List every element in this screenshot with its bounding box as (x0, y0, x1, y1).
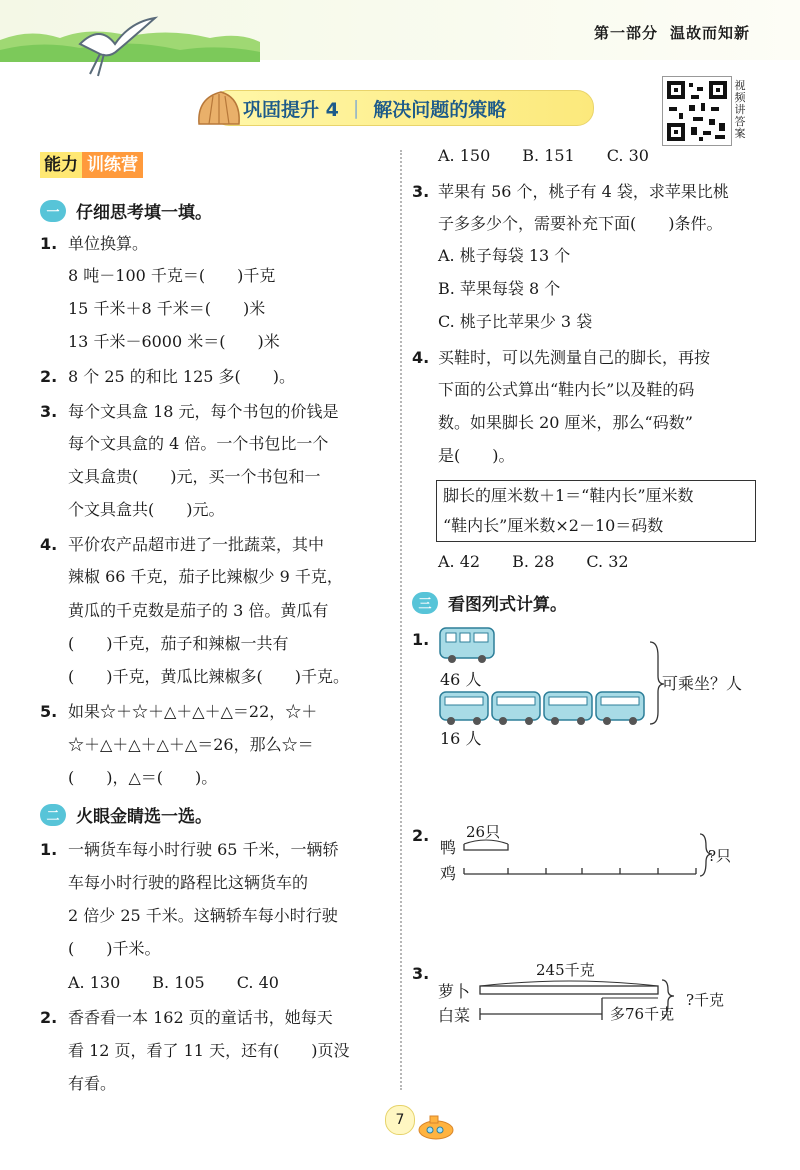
question-number: 5. (40, 702, 58, 721)
choice-line: C. 桃子比苹果少 3 袋 (438, 312, 593, 331)
text-line: 每个文具盒的 4 倍。一个书包比一个 (68, 434, 329, 453)
text-line: 车每小时行驶的路程比这辆货车的 (68, 873, 309, 892)
badge-part2: 训练营 (82, 152, 143, 178)
lesson-title (212, 90, 594, 126)
text-line: ( )千克，黄瓜比辣椒多( )千克。 (68, 667, 349, 686)
fig3-diff-label: 多76千克 (610, 1005, 675, 1023)
header-section: 温故而知新 (669, 24, 750, 42)
text-line: 买鞋时，可以先测量自己的脚长，再按 (438, 348, 711, 367)
fig1-bottom-label: 16 人 (440, 729, 482, 748)
section-heading-3 (412, 590, 567, 615)
seagull-icon (70, 14, 160, 78)
question-number: 2. (40, 367, 58, 386)
text-line: 单位换算。 (68, 234, 149, 253)
fig2-top-label: 26只 (466, 823, 501, 841)
text-line: 平价农产品超市进了一批蔬菜，其中 (68, 535, 325, 554)
text-line: 8 个 25 的和比 125 多( )。 (68, 367, 295, 386)
section-title: 仔细思考填一填。 (76, 203, 212, 223)
text-line: 是( )。 (438, 446, 515, 465)
question-number: 4. (412, 348, 430, 367)
text-line: 个文具盒共( )元。 (68, 500, 225, 519)
text-line: ( )，△＝( )。 (68, 768, 218, 787)
text-line: 每个文具盒 18 元，每个书包的价钱是 (68, 402, 339, 421)
question-number: 2. (40, 1008, 58, 1027)
question-number: 3. (412, 964, 430, 983)
fig2-brace-label: ?只 (708, 847, 732, 865)
page-number: 7 (385, 1105, 415, 1135)
question-number: 1. (40, 840, 58, 859)
text-line: 香香看一本 162 页的童话书，她每天 (68, 1008, 333, 1027)
text-line: 下面的公式算出“鞋内长”以及鞋的码 (438, 380, 695, 399)
title-separator: | (352, 97, 360, 119)
formula-line: 脚长的厘米数＋1＝“鞋内长”厘米数 (443, 486, 694, 505)
small-bus-icon (440, 692, 488, 725)
text-line: 辣椒 66 千克，茄子比辣椒少 9 千克， (68, 567, 343, 586)
formula-box (436, 480, 756, 542)
qr-code[interactable] (662, 76, 732, 146)
section-number: 二 (40, 804, 66, 826)
total-brace (480, 981, 658, 986)
ability-badge (40, 152, 143, 178)
question-number: 1. (40, 234, 58, 253)
section-number: 三 (412, 592, 438, 614)
badge-part1: 能力 (40, 152, 82, 178)
choice-line: A. 150 B. 151 C. 30 (438, 146, 649, 165)
text-line: 看 12 页，看了 11 天，还有( )页没 (68, 1041, 350, 1060)
text-line: 数。如果脚长 20 厘米，那么“码数” (438, 413, 693, 432)
text-line: 8 吨－100 千克＝( )千克 (68, 266, 276, 285)
fig3-top-label: 245千克 (536, 961, 595, 979)
bus-icon (440, 628, 494, 663)
fig1-brace-label: 可乘坐？人 (662, 674, 743, 693)
question-number: 1. (412, 630, 430, 649)
choice-line: A. 130 B. 105 C. 40 (68, 973, 279, 992)
duck-brace (464, 840, 508, 844)
formula-line: “鞋内长”厘米数×2－10＝码数 (443, 516, 664, 535)
text-line: 一辆货车每小时行驶 65 千米，一辆轿 (68, 840, 339, 859)
small-bus-icon (544, 692, 592, 725)
lesson-title-right: 解决问题的策略 (373, 98, 507, 121)
section-number: 一 (40, 200, 66, 222)
text-line: 黄瓜的千克数是茄子的 3 倍。黄瓜有 (68, 601, 329, 620)
small-bus-icon (492, 692, 540, 725)
section-title: 火眼金睛选一选。 (76, 807, 212, 827)
text-line: 15 千米＋8 千米＝( )米 (68, 299, 266, 318)
lesson-title-left: 巩固提升 4 (243, 98, 339, 121)
section-heading-2 (40, 802, 212, 827)
submarine-icon (416, 1112, 456, 1142)
text-line: 2 倍少 25 千米。这辆轿车每小时行驶 (68, 906, 338, 925)
text-line: 有看。 (68, 1074, 117, 1093)
question-number: 4. (40, 535, 58, 554)
text-line: ( )千米。 (68, 939, 161, 958)
text-line: ☆＋△＋△＋△＋△＝26，那么☆＝ (68, 735, 314, 754)
fig2-row1: 鸭 (440, 838, 457, 857)
text-line: 苹果有 56 个，桃子有 4 袋，求苹果比桃 (438, 182, 729, 201)
section-title: 看图列式计算。 (448, 595, 567, 615)
fig1-top-label: 46 人 (440, 670, 482, 689)
choice-line: A. 桃子每袋 13 个 (438, 246, 571, 265)
header-label (582, 22, 750, 43)
choice-line: B. 苹果每袋 8 个 (438, 279, 561, 298)
qr-label: 视频讲答案 (734, 79, 746, 140)
text-line: 子多多少个，需要补充下面( )条件。 (438, 214, 723, 233)
question-number: 2. (412, 826, 430, 845)
fig3-row1: 萝卜 (438, 982, 471, 1001)
fig2-row2: 鸡 (440, 864, 457, 883)
section-heading-1 (40, 198, 212, 223)
small-bus-icon (596, 692, 644, 725)
figure-2-segments (456, 830, 742, 884)
choice-line: A. 42 B. 28 C. 32 (438, 552, 629, 571)
radish-segment (480, 986, 658, 994)
text-line: 文具盒贵( )元，买一个书包和一 (68, 467, 321, 486)
question-number: 3. (40, 402, 58, 421)
column-divider (400, 150, 402, 1090)
question-number: 3. (412, 182, 430, 201)
text-line: 如果☆＋☆＋△＋△＋△＝22，☆＋ (68, 702, 318, 721)
fig3-row2: 白菜 (438, 1006, 471, 1025)
text-line: ( )千克，茄子和辣椒一共有 (68, 634, 289, 653)
duck-segment (464, 844, 508, 850)
header-part: 第一部分 (593, 24, 658, 42)
fig3-brace-label: ?千克 (686, 991, 725, 1009)
text-line: 13 千米－6000 米＝( )米 (68, 332, 280, 351)
shell-icon (195, 88, 243, 128)
